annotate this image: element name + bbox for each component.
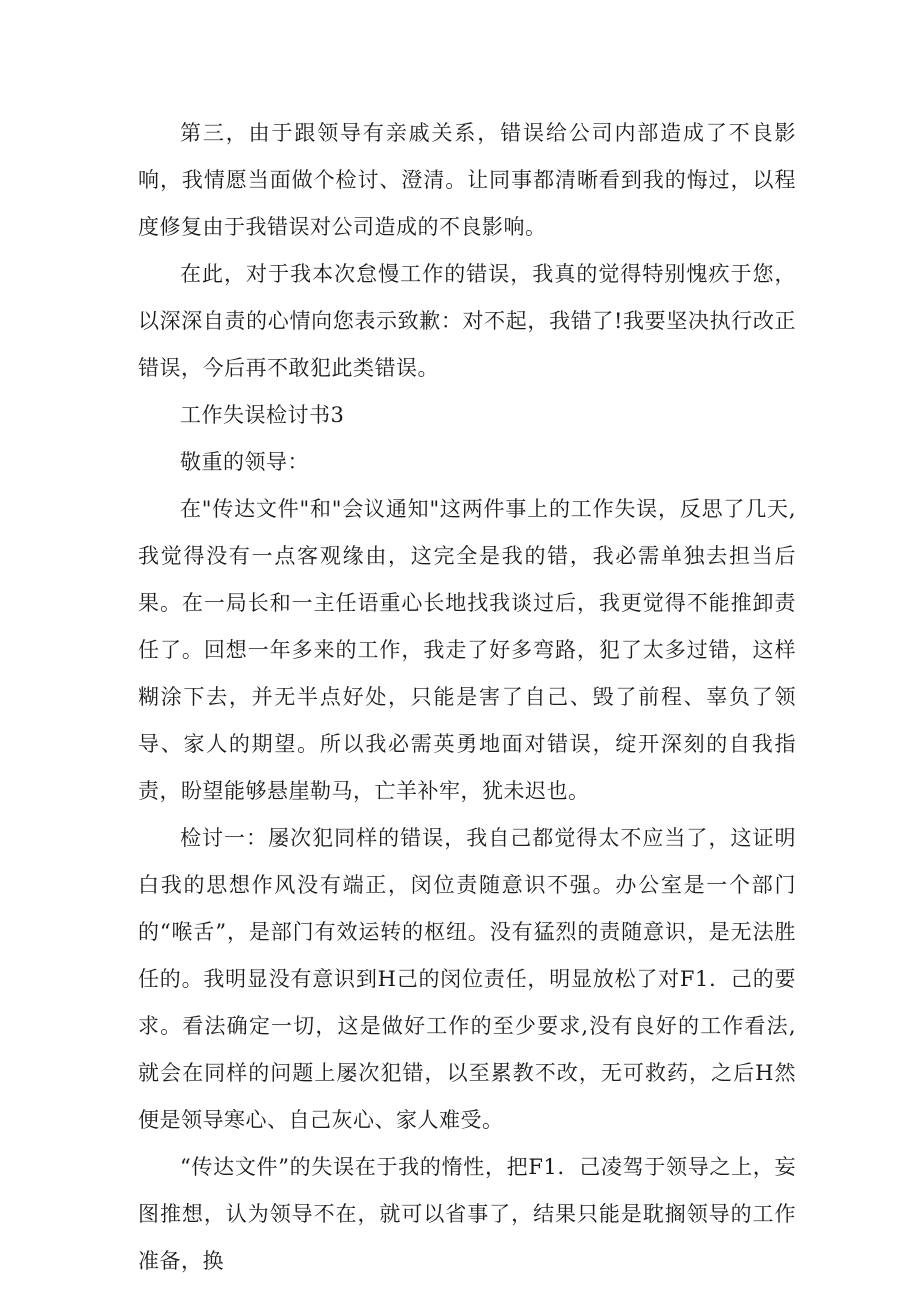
paragraph-review-one: 检讨一：屡次犯同样的错误，我自己都觉得太不应当了，这证明白我的思想作风没有端正，闵位责随意识不强。办公室是一个部门的“喉舌”，是部门有效运转的枢纽。没有猛烈的责随意识，是无法胜任的。我明显没有意识到H己的闵位责任，明显放松了对F1．己的要求。看法确定一切，这是做好工作的至少要求,没有良好的工作看法,就会在同样的问题上屡次犯错，以至累教不改，无可救药，之后H然便是领导寒心、自己灰心、家人难受。 — [138, 826, 796, 1132]
paragraph-apology: 在此，对于我本次怠慢工作的错误，我真的觉得特别愧疚于您，以深深自责的心情向您表示致歉：对不起，我错了!我要坚决执行改正错误，今后再不敢犯此类错误。 — [138, 262, 796, 380]
paragraph-document-mistake: “传达文件”的失误在于我的惰性，把F1．己凌驾于领导之上，妄图推想，认为领导不在，就可以省事了，结果只能是耽搁领导的工作准备，换 — [138, 1155, 796, 1273]
paragraph-relative-impact: 第三，由于跟领导有亲戚关系，错误给公司内部造成了不良影响，我情愿当面做个检讨、澄清。让同事都清晰看到我的悔过，以程度修复由于我错误对公司造成的不良影响。 — [138, 121, 796, 239]
section-title: 工作失误检讨书3 — [180, 403, 345, 427]
paragraph-reflection: 在"传达文件"和"会议通知"这两件事上的工作失误，反思了几天,我觉得没有一点客观缘由，这完全是我的错，我必需单独去担当后果。在一局长和一主任语重心长地找我谈过后，我更觉得不能推卸责任了。回想一年多来的工作，我走了好多弯路，犯了太多过错，这样糊涂下去，并无半点好处，只能是害了自己、毁了前程、辜负了领导、家人的期望。所以我必需英勇地面对错误，绽开深刻的自我指责，盼望能够悬崖勒马，亡羊补牢，犹未迟也。 — [138, 497, 796, 803]
salutation: 敬重的领导： — [180, 450, 309, 474]
